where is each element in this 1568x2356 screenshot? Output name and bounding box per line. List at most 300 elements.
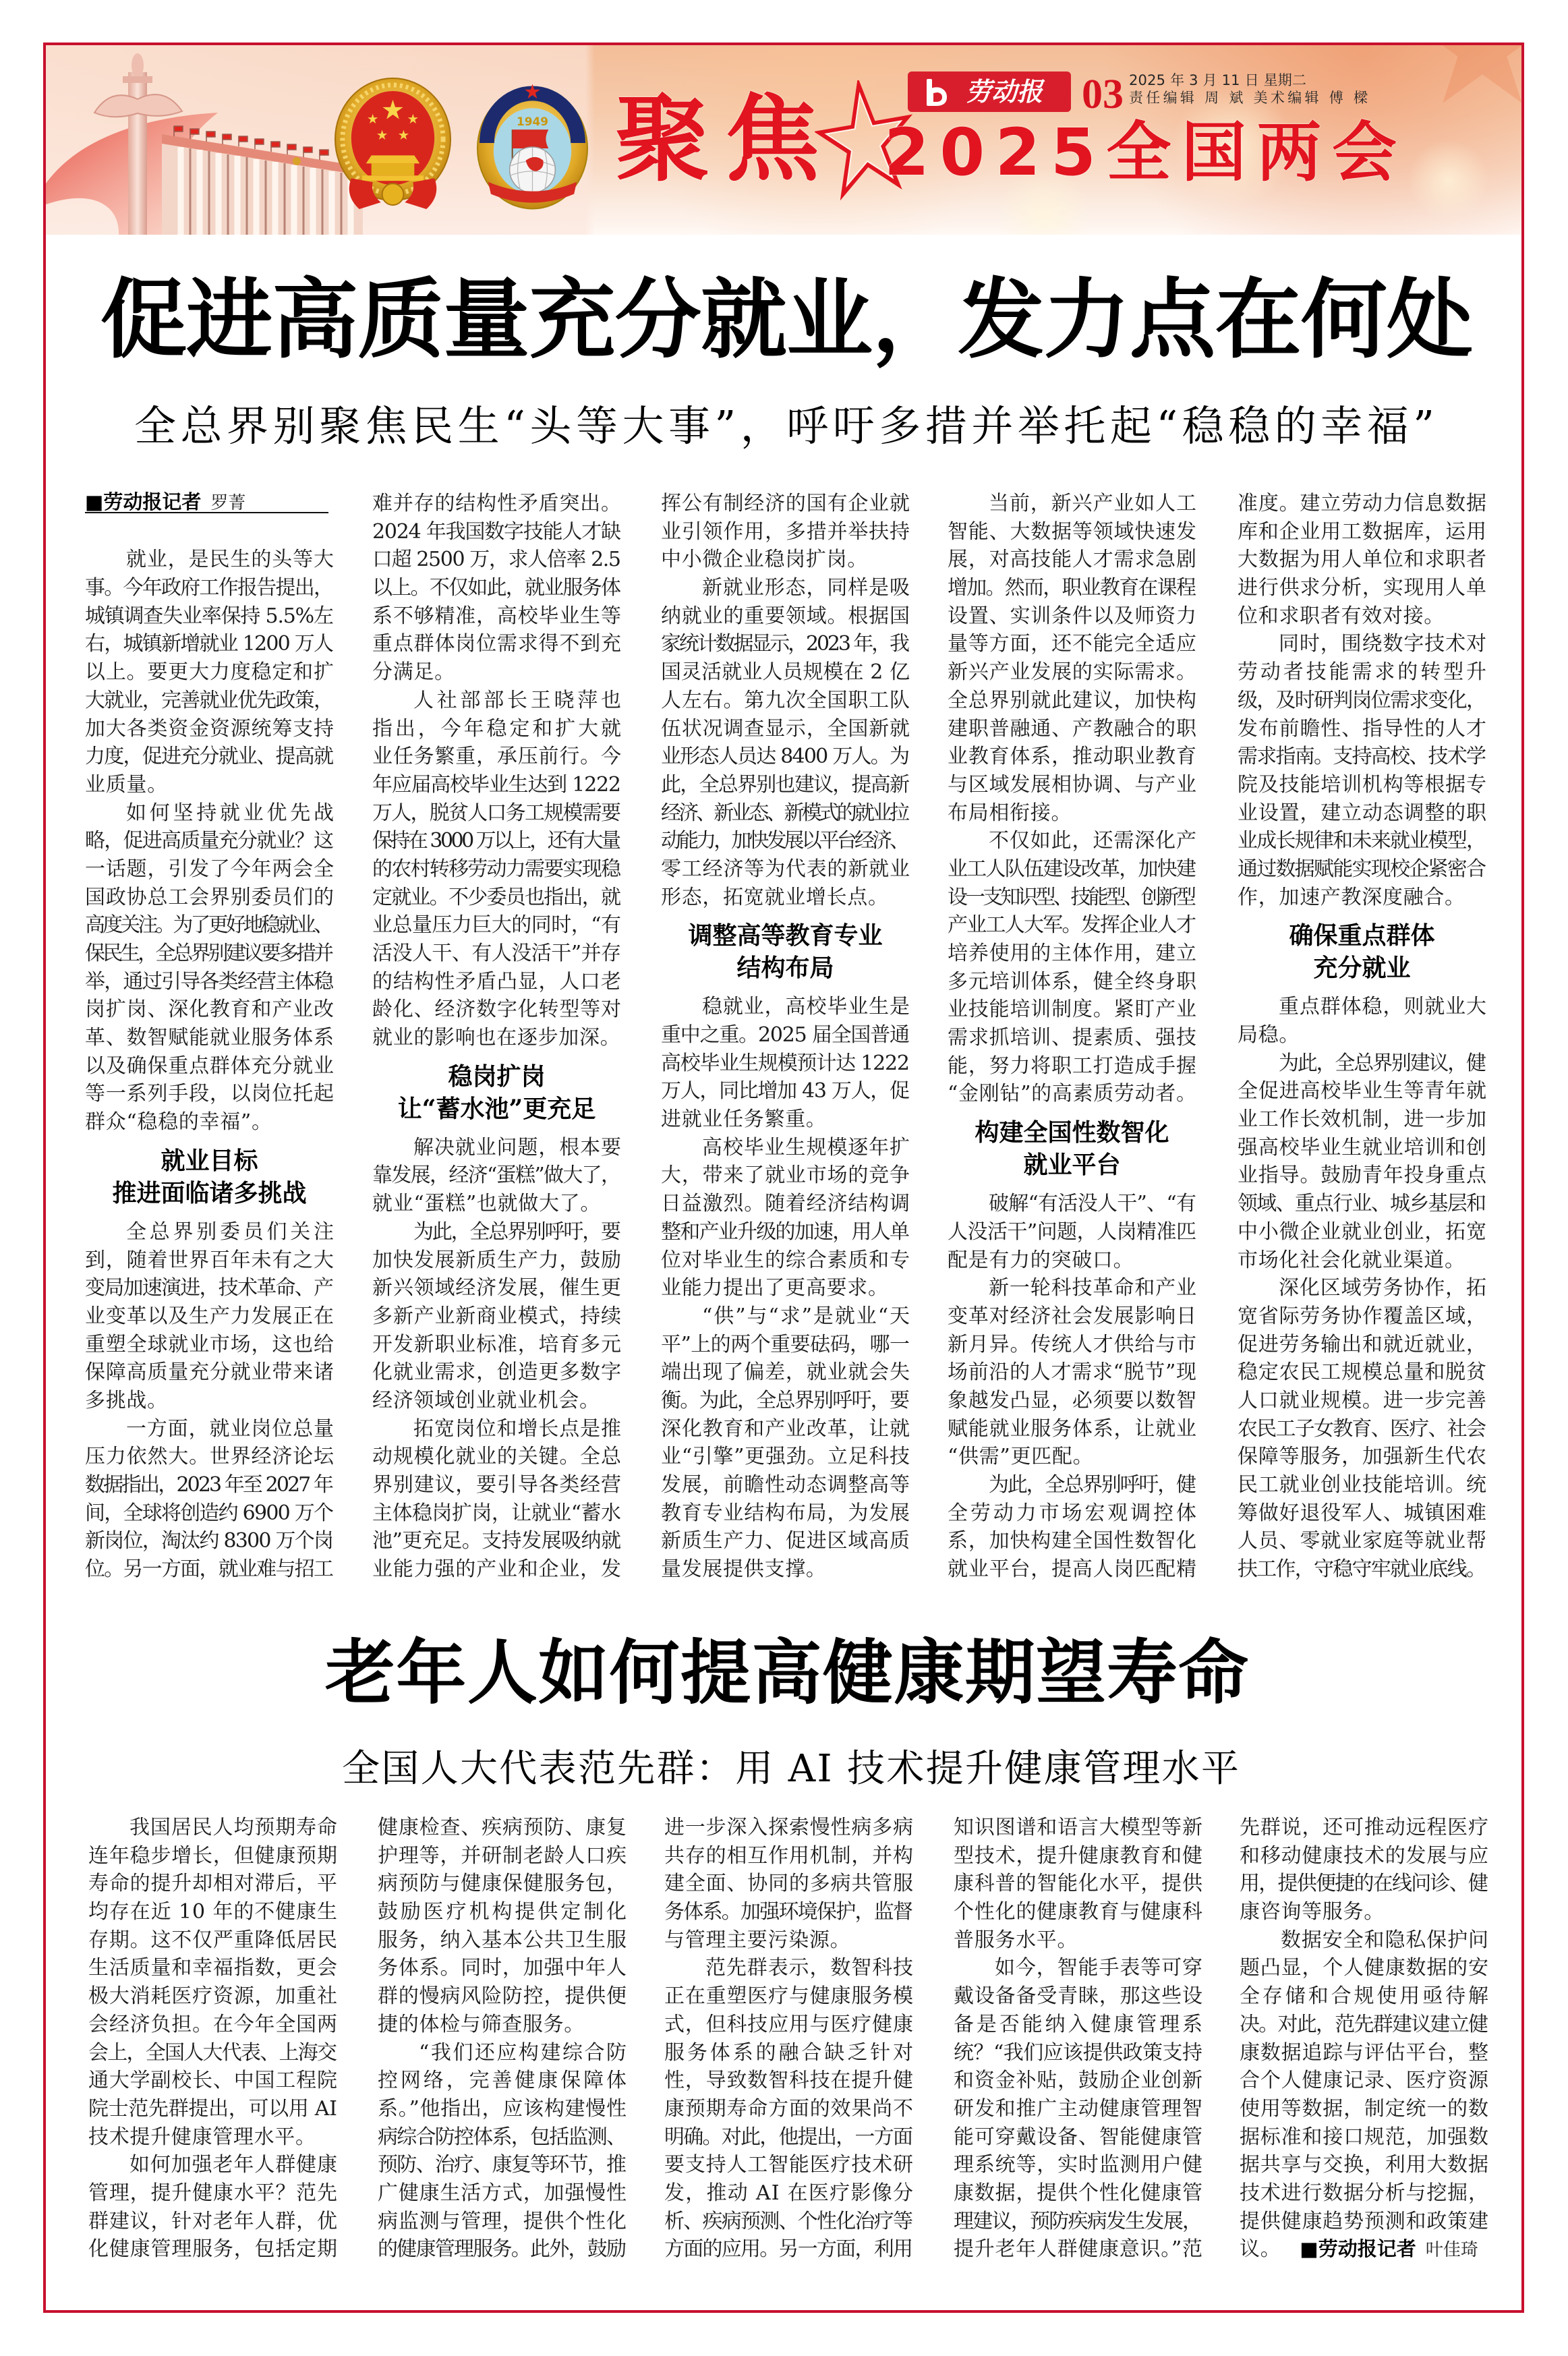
line-text: 研发和推广主动健康管理智: [954, 2096, 1203, 2121]
text-line: [948, 1080, 1196, 1108]
line-text: 业引领作用，多措并举扶持: [661, 519, 910, 544]
text-line: [372, 518, 621, 546]
text-line: [661, 1387, 910, 1415]
line-text: 端出现了偏差，就业就会失: [661, 1360, 910, 1385]
text-line: [661, 1331, 910, 1359]
text-line: [88, 2151, 337, 2179]
line-text: 靠发展，经济“蛋糕”做大了，: [372, 1163, 620, 1188]
text-line: [1240, 2151, 1488, 2179]
paragraph: [378, 1814, 627, 2039]
line-text: 寿命的提升却相对滞后，平: [88, 1872, 338, 1896]
newspaper-logo-icon: [925, 78, 948, 107]
text-line: [85, 1443, 334, 1471]
text-line: [1240, 1842, 1488, 1870]
line-text: 高校毕业生规模逐年扩: [702, 1135, 910, 1159]
line-text: 康数据，提供个性化健康管: [954, 2181, 1203, 2205]
text-line: [85, 1052, 334, 1081]
text-line: [1238, 658, 1489, 687]
text-line: [1238, 1358, 1486, 1387]
line-text: 为此，全总界别建议，健: [1279, 1051, 1485, 1075]
line-text: 建职普融通、产教融合的职: [948, 716, 1197, 741]
text-line: [378, 1814, 627, 1842]
line-text: 库和企业用工数据库，运用: [1238, 519, 1487, 544]
line-text: 我国居民人均预期寿命: [129, 1816, 338, 1839]
line-text: 加快发展新质生产力，鼓励: [372, 1248, 622, 1272]
line-text: 病预防与健康保健服务包，: [378, 1872, 627, 1896]
text-line: [948, 1190, 1196, 1218]
text-line: [954, 2179, 1202, 2208]
paragraph: [661, 993, 910, 1133]
line-text: 为此，全总界别呼吁，要: [413, 1219, 620, 1244]
text-line: [85, 1415, 334, 1443]
line-text: 和资金补贴，鼓励企业创新: [954, 2069, 1203, 2093]
text-line: [372, 996, 621, 1024]
line-text: 提升老年人群健康意识。”范: [954, 2237, 1203, 2262]
text-line: [948, 1443, 1196, 1471]
text-line: [661, 630, 910, 658]
text-line: [661, 490, 910, 518]
text-line: [1240, 2179, 1488, 2208]
line-text: 加大各类资金资源统筹支持: [85, 716, 335, 741]
line-text: 拓宽岗位和增长点是推: [413, 1416, 622, 1441]
faint-star-decoration: [1418, 45, 1521, 103]
text-line: [664, 2011, 913, 2039]
paragraph: [661, 490, 910, 574]
line-text: 正在重塑医疗与健康服务模: [664, 1984, 914, 2009]
text-line: [85, 968, 334, 996]
cppcc-emblem-icon: [473, 81, 591, 210]
text-line: [1238, 1415, 1486, 1443]
text-line: [372, 771, 621, 799]
article-column: [954, 1814, 1205, 2264]
reporter-name: 罗菁: [210, 493, 246, 513]
line-text: 普服务水平。: [954, 1928, 1078, 1952]
text-line: [661, 1499, 910, 1528]
article-column: [85, 490, 337, 1584]
text-line: [661, 1190, 910, 1218]
line-text: 2024 年我国数字技能人才缺: [372, 519, 620, 544]
line-text: 等一系列手段，以岗位托起: [85, 1082, 335, 1106]
banner-title-focus-text: 聚焦: [615, 85, 835, 195]
text-line: [378, 1898, 627, 1926]
banner-title-two-sessions: [884, 115, 1407, 190]
line-text: 新兴产业发展的实际需求。: [948, 660, 1197, 685]
line-text: 数据指出，2023 年至 2027 年: [85, 1473, 332, 1497]
line-text: 零工经济等为代表的新就业: [661, 857, 910, 881]
line-text: 多挑战。: [85, 1388, 168, 1412]
text-line: [1238, 715, 1486, 743]
text-line: [664, 2235, 913, 2264]
text-line: [85, 855, 334, 884]
line-text: 建全面、协同的多病共管服: [664, 1872, 914, 1896]
text-line: [948, 1274, 1196, 1302]
paragraph: [664, 1814, 913, 1954]
line-text: 重点群体稳，则就业大: [1279, 995, 1487, 1019]
line-text: 挥公有制经济的国有企业就: [661, 492, 910, 515]
line-text: 变革对经济社会发展影响日: [948, 1304, 1197, 1328]
line-text: 与管理主要污染源。: [664, 1928, 851, 1952]
text-line: [1238, 1050, 1486, 1078]
text-line: [1240, 2039, 1488, 2067]
article-column: [1240, 1814, 1491, 2264]
line-text: 通大学副校长、中国工程院: [88, 2069, 338, 2093]
text-line: [661, 743, 910, 771]
article-column: [1238, 490, 1489, 1584]
line-text: 如今，智能手表等可穿: [995, 1956, 1203, 1980]
line-text: 范先群表示，数智科技: [705, 1956, 914, 1980]
line-text: 岗扩岗、深化教育和产业改: [85, 998, 335, 1022]
line-text: 病综合防控体系，包括监测、: [378, 2125, 626, 2149]
line-text: 形态，拓宽就业增长点。: [661, 885, 889, 909]
text-line: [88, 2123, 337, 2152]
text-line: [1238, 1387, 1486, 1415]
text-line: [372, 1527, 621, 1555]
line-text: 能，努力将职工打造成手握: [948, 1054, 1197, 1078]
line-text: 服务体系的融合缺乏针对: [664, 2040, 916, 2065]
text-line: [378, 1954, 627, 1982]
text-line: [372, 799, 621, 828]
text-line: [372, 1246, 621, 1275]
line-text: 重中之重。2025 届全国普通: [661, 1023, 909, 1047]
byline: [1300, 2237, 1478, 2260]
text-line: [378, 1982, 627, 2011]
text-line: [661, 1302, 910, 1331]
text-line: [1238, 1555, 1486, 1584]
paragraph: [88, 1814, 337, 2151]
paragraph: [954, 1814, 1202, 1954]
text-line: [1240, 1870, 1488, 1898]
text-line: [661, 518, 910, 546]
section-heading: [372, 1052, 621, 1134]
line-text: 群建议，针对老年人群，优: [88, 2209, 338, 2233]
line-text: 国灵活就业人员规模在 2 亿: [661, 660, 910, 685]
line-text: 的农村转移劳动力需要实现稳: [372, 857, 620, 881]
line-text: 动能力，加快发展以平台经济、: [661, 829, 908, 853]
section-heading-line: 调整高等教育专业: [688, 921, 883, 950]
line-text: 全总界别就此建议，加快构: [948, 688, 1197, 712]
line-text: 作，加速产教深度融合。: [1238, 885, 1465, 909]
text-line: [1238, 1161, 1486, 1190]
text-line: [372, 574, 621, 602]
line-text: 务体系。同时，加强中年人: [378, 1956, 627, 1980]
section-heading-line: 就业目标: [161, 1146, 258, 1175]
text-line: [1238, 1190, 1486, 1218]
text-line: [88, 2067, 337, 2095]
line-text: 业成长规律和未来就业模型，: [1238, 829, 1486, 853]
text-line: [85, 1080, 334, 1108]
line-text: 保持在 3000 万以上，还有大量: [372, 829, 619, 853]
text-line: [1240, 2208, 1488, 2236]
text-line: [954, 2208, 1202, 2236]
paragraph: [948, 1190, 1196, 1274]
text-line: [661, 771, 910, 799]
article-column: [664, 1814, 916, 2264]
article-subheadline: [134, 401, 1439, 451]
text-line: [378, 2179, 627, 2208]
line-text: 业形态人员达 8400 万人。为: [661, 745, 909, 769]
text-line: [661, 1274, 910, 1302]
text-line: [88, 1870, 337, 1898]
text-line: [85, 715, 334, 743]
line-text: 不仅如此，还需深化产: [989, 829, 1197, 853]
line-text: 深化教育和产业改革，让就: [661, 1416, 910, 1441]
line-text: 如何坚持就业优先战: [126, 801, 337, 825]
text-line: [954, 1814, 1202, 1842]
text-line: [954, 1926, 1202, 1955]
text-line: [372, 1302, 621, 1331]
line-text: 新月异。传统人才供给与市: [948, 1332, 1197, 1356]
line-text: 略，促进高质量充分就业？这: [85, 829, 333, 853]
line-text: 设一支知识型、技能型、创新型: [948, 885, 1194, 909]
text-line: [948, 940, 1196, 968]
line-text: 理建议，预防疾病发生发展，: [954, 2209, 1202, 2233]
text-line: [1238, 1134, 1486, 1162]
line-text: 均存在近 10 年的不健康生: [88, 1900, 338, 1924]
line-text: 康科普的智能化水平，提供: [954, 1872, 1203, 1896]
line-text: 需求指南。支持高校、技术学: [1238, 745, 1486, 769]
text-line: [1238, 1274, 1486, 1302]
line-text: 务体系。加强环境保护，监督: [664, 1900, 912, 1924]
line-text: 如何加强老年人群健康: [129, 2153, 338, 2177]
text-line: [1238, 743, 1486, 771]
line-text: 连年稳步增长，但健康预期: [88, 1843, 338, 1868]
text-line: [372, 490, 621, 518]
line-text: 开发新职业标准，培育多元: [372, 1332, 622, 1356]
line-text: 中小微企业稳岗扩岗。: [661, 548, 868, 572]
text-line: [948, 630, 1196, 658]
line-text: 的健康管理服务。此外，鼓励: [378, 2237, 626, 2262]
text-line: [85, 658, 334, 687]
article-column: [378, 1814, 627, 2264]
line-text: 与区域发展相协调、与产业: [948, 772, 1197, 797]
text-line: [378, 2095, 627, 2123]
text-line: [948, 827, 1196, 855]
line-text: 重塑全球就业市场，这也给: [85, 1332, 335, 1356]
byline: [85, 490, 334, 518]
line-text: “供”与“求”是就业“天: [702, 1304, 911, 1328]
line-text: 业任务繁重，承压前行。今: [372, 745, 622, 769]
text-line: [378, 2151, 627, 2179]
line-text: 伍状况调查显示，全国新就: [661, 716, 910, 741]
line-text: 新一轮科技革命和产业: [989, 1276, 1197, 1300]
paragraph: [372, 1134, 621, 1218]
text-line: [1240, 1926, 1488, 1955]
text-line: [372, 1415, 621, 1443]
line-text: 产业工人大军。发挥企业人才: [948, 913, 1196, 938]
text-line: [85, 1302, 334, 1331]
line-text: 广健康生活方式，加强慢性: [378, 2181, 627, 2205]
text-line: [948, 518, 1196, 546]
paragraph: [948, 827, 1196, 1108]
line-text: 存期。这不仅严重降低居民: [88, 1928, 338, 1952]
text-line: [948, 1415, 1196, 1443]
line-text: 人没活干”问题，人岗精准匹: [948, 1219, 1196, 1244]
text-line: [664, 1954, 913, 1982]
line-text: 培养使用的主体作用，建立: [948, 942, 1197, 965]
line-text: 病监测与管理，提供个性化: [378, 2209, 627, 2233]
line-text: 会经济负担。在今年全国两: [88, 2012, 338, 2036]
text-line: [664, 1982, 913, 2011]
text-line: [85, 940, 334, 968]
line-text: 人社部部长王晓萍也: [413, 688, 625, 712]
line-text: 通过数据赋能实现校企紧密合: [1238, 857, 1486, 881]
line-text: “供需”更匹配。: [948, 1445, 1094, 1469]
line-text: 发展，前瞻性动态调整高等: [661, 1473, 910, 1497]
line-text: 捷的体检与筛查服务。: [378, 2012, 585, 2036]
line-text: 业总量压力巨大的同时，“有: [372, 913, 621, 938]
text-line: [948, 658, 1196, 687]
line-text: 局稳。: [1238, 1023, 1300, 1047]
text-line: [1238, 1527, 1486, 1555]
text-line: [661, 1246, 910, 1275]
line-text: 分满足。: [372, 660, 455, 685]
line-text: 全存储和合规使用亟待解: [1240, 1984, 1491, 2009]
line-text: 全劳动力市场宏观调控体: [948, 1501, 1199, 1525]
text-line: [954, 1870, 1202, 1898]
text-line: [372, 911, 621, 940]
text-line: [948, 743, 1196, 771]
banner-title-two-sessions-text: 2025全国两会: [884, 115, 1407, 190]
line-text: 活没人干、有人没活干”并存: [372, 942, 621, 965]
line-text: 业工作长效机制，进一步加: [1238, 1108, 1487, 1132]
text-line: [1238, 546, 1486, 574]
line-text: 保民生，全总界别建议要多措并: [85, 942, 332, 965]
line-text: 稳就业，高校毕业生是: [702, 995, 910, 1019]
text-line: [948, 1358, 1196, 1387]
text-line: [88, 2039, 337, 2067]
line-text: 大，带来了就业市场的竞争: [661, 1163, 910, 1188]
line-text: 极大消耗医疗资源，加重社: [88, 1984, 338, 2009]
text-line: [954, 1954, 1202, 1982]
text-line: [378, 1926, 627, 1955]
text-line: [372, 1443, 621, 1471]
line-text: 整和产业升级的加速，用人单: [661, 1219, 909, 1244]
line-text: 系。”他指出，应该构建慢性: [378, 2096, 627, 2121]
line-text: 一话题，引发了今年两会全: [85, 857, 335, 881]
text-line: [378, 2123, 627, 2152]
line-text: 教育专业结构布局，为发展: [661, 1501, 910, 1525]
newspaper-logo: [908, 71, 1071, 112]
line-text: 院士范先群提出，可以用 AI: [88, 2096, 337, 2121]
text-line: [664, 2123, 913, 2152]
text-line: [372, 630, 621, 658]
text-line: [88, 2095, 337, 2123]
article-headline-text: 促进高质量充分就业，发力点在何处: [100, 269, 1473, 370]
text-line: [948, 490, 1196, 518]
line-text: 经济领域创业就业机会。: [372, 1388, 600, 1412]
text-line: [88, 2179, 337, 2208]
text-line: [372, 743, 621, 771]
text-line: [948, 771, 1196, 799]
issue-date: [1129, 72, 1306, 88]
line-text: 口超 2500 万，求人倍率 2.5: [372, 548, 620, 572]
line-text: 提供健康趋势预测和政策建: [1240, 2209, 1489, 2233]
paragraph: [85, 546, 334, 799]
paragraph: [1238, 1050, 1486, 1275]
text-line: [1238, 1218, 1486, 1246]
text-line: [372, 827, 621, 855]
line-text: 进就业任务繁重。: [661, 1108, 827, 1132]
line-text: 人左右。第九次全国职工队: [661, 688, 910, 712]
text-line: [1238, 490, 1486, 518]
text-line: [1238, 574, 1486, 602]
paragraph: [372, 490, 621, 687]
paragraph: [88, 2151, 337, 2264]
text-line: [85, 1274, 334, 1302]
line-text: 式，但科技应用与医疗健康: [664, 2012, 914, 2036]
text-line: [85, 1218, 337, 1246]
section-heading-line: 推进面临诸多挑战: [112, 1178, 307, 1207]
line-text: 的结构性矛盾凸显，人口老: [372, 969, 622, 994]
section-heading: [1238, 911, 1486, 993]
text-line: [372, 658, 621, 687]
text-line: [948, 1246, 1196, 1275]
text-line: [1240, 2235, 1488, 2264]
line-text: 合个人健康记录、医疗资源: [1240, 2069, 1489, 2093]
line-text: 扶工作，守稳守牢就业底线。: [1238, 1557, 1486, 1582]
paragraph: [664, 1954, 916, 2264]
text-line: [954, 2067, 1202, 2095]
paragraph: [661, 574, 910, 911]
text-line: [1238, 1331, 1486, 1359]
text-line: [372, 1134, 621, 1162]
text-line: [661, 546, 910, 574]
text-line: [1240, 2095, 1488, 2123]
paragraph: [1238, 490, 1486, 630]
line-text: 准度。建立劳动力信息数据: [1238, 492, 1487, 515]
line-text: 万人，脱贫人口务工规模需要: [372, 801, 620, 825]
article-column: [372, 490, 625, 1584]
text-line: [1238, 1246, 1486, 1275]
text-line: [661, 1527, 910, 1555]
text-line: [661, 1077, 910, 1105]
line-text: 全促进高校毕业生等青年就: [1238, 1079, 1487, 1103]
text-line: [661, 1358, 910, 1387]
text-line: [1240, 1982, 1491, 2011]
line-text: 个性化的健康教育与健康科: [954, 1900, 1203, 1924]
text-line: [1238, 630, 1486, 658]
line-text: 农民工子女教育、医疗、社会: [1238, 1416, 1486, 1441]
paragraph: [948, 490, 1196, 827]
text-line: [1238, 993, 1486, 1021]
line-text: 位。另一方面，就业难与招工: [85, 1557, 333, 1582]
text-line: [372, 546, 621, 574]
text-line: [88, 1926, 337, 1955]
line-text: 就业，是民生的头等大: [126, 548, 335, 572]
line-text: 增加。然而，职业教育在课程: [948, 576, 1196, 600]
line-text: 能可穿戴设备、智能健康管: [954, 2125, 1203, 2149]
text-line: [85, 827, 334, 855]
line-text: 业指导。鼓励青年投身重点: [1238, 1163, 1487, 1188]
text-line: [1240, 2067, 1488, 2095]
line-text: 系，加快构建全国性数智化: [948, 1529, 1197, 1553]
line-text: 使用等数据，制定统一的数: [1240, 2096, 1489, 2121]
text-line: [664, 1870, 913, 1898]
text-line: [948, 1471, 1196, 1499]
text-line: [664, 2067, 913, 2095]
text-line: [948, 855, 1196, 884]
text-line: [661, 1161, 910, 1190]
line-text: 纳就业的重要领域。根据国: [661, 604, 910, 628]
text-line: [85, 771, 334, 799]
text-line: [85, 1358, 334, 1387]
line-text: 业质量。: [85, 772, 168, 797]
line-text: 康数据追踪与评估平台，整: [1240, 2040, 1489, 2065]
line-text: 宽省际劳务协作覆盖区域，: [1238, 1304, 1487, 1328]
text-line: [661, 884, 910, 912]
text-line: [85, 911, 334, 940]
paragraph: [372, 1415, 621, 1584]
